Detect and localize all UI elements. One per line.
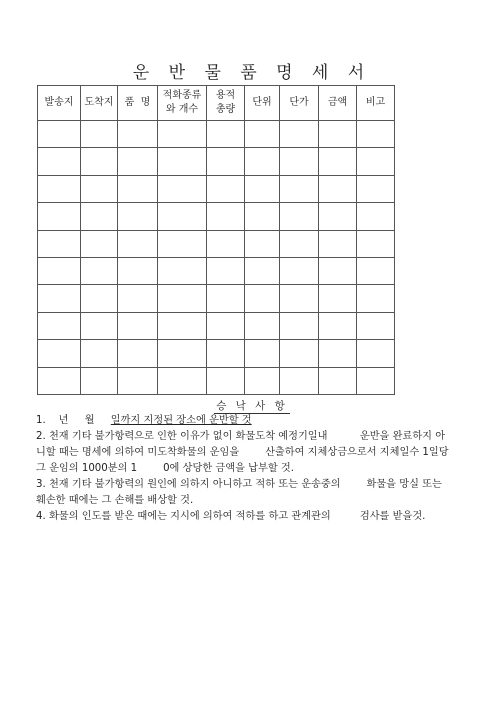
table-cell xyxy=(280,203,319,230)
clause-1-underlined: 일까지 지정된 장소에 운반할 것 xyxy=(110,415,252,426)
table-cell xyxy=(319,367,357,394)
table-cell xyxy=(118,203,158,230)
table-cell xyxy=(38,257,81,284)
table-cell xyxy=(118,367,158,394)
table-cell xyxy=(245,257,280,284)
table-cell xyxy=(357,367,395,394)
table-cell xyxy=(319,175,357,202)
table-cell xyxy=(280,121,319,148)
column-header-origin: 발송지 xyxy=(38,86,81,121)
table-cell xyxy=(357,257,395,284)
table-cell xyxy=(357,148,395,175)
table-cell xyxy=(357,203,395,230)
table-cell xyxy=(158,312,207,339)
table-cell xyxy=(319,121,357,148)
table-cell xyxy=(319,148,357,175)
table-cell xyxy=(158,148,207,175)
clause-2: 2. 천재 기타 불가항력으로 인한 이유가 없이 화물도착 예정기일내 운반을 완료하지 아니할 때는 명세에 의하여 미도착화물의 운임을 산출하여 지체상금으로서 지체일수 1일당 그 운임의 1000분의 1 0에 상당한 금액을 납부할 것. xyxy=(36,431,452,474)
column-header-amount: 금액 xyxy=(319,86,357,121)
table-row xyxy=(38,175,395,202)
table-cell xyxy=(81,230,118,257)
document-title: 운 반 물 품 명 세 서 xyxy=(132,63,372,83)
table-cell xyxy=(118,257,158,284)
table-cell xyxy=(158,257,207,284)
table-row xyxy=(38,312,395,339)
table-cell xyxy=(319,340,357,367)
table-row xyxy=(38,148,395,175)
table-cell xyxy=(245,285,280,312)
acceptance-heading: 승 낙 사 항 xyxy=(216,400,288,412)
table-cell xyxy=(245,148,280,175)
column-header-unit: 단위 xyxy=(245,86,280,121)
table-cell xyxy=(38,367,81,394)
table-cell xyxy=(319,257,357,284)
table-cell xyxy=(38,340,81,367)
table-cell xyxy=(280,367,319,394)
table-cell xyxy=(245,203,280,230)
table-cell xyxy=(38,175,81,202)
table-cell xyxy=(357,312,395,339)
table-cell xyxy=(357,121,395,148)
table-cell xyxy=(158,121,207,148)
clause-4: 4. 화물의 인도를 받은 때에는 지시에 의하여 적하를 하고 관계관의 검사를 받을것. xyxy=(36,511,426,522)
table-row xyxy=(38,257,395,284)
table-cell xyxy=(207,340,245,367)
table-cell xyxy=(158,367,207,394)
table-cell xyxy=(118,285,158,312)
table-cell xyxy=(245,340,280,367)
table-cell xyxy=(81,203,118,230)
table-cell xyxy=(207,175,245,202)
table-cell xyxy=(245,230,280,257)
table-cell xyxy=(245,175,280,202)
table-cell xyxy=(158,340,207,367)
table-cell xyxy=(81,340,118,367)
table-cell xyxy=(280,312,319,339)
table-cell xyxy=(245,312,280,339)
table-cell xyxy=(207,367,245,394)
column-header-cargo-type-count: 적화종류 와 개수 xyxy=(158,86,207,121)
table-cell xyxy=(81,312,118,339)
column-header-item-name: 품 명 xyxy=(118,86,158,121)
table-cell xyxy=(245,367,280,394)
table-cell xyxy=(81,121,118,148)
table-cell xyxy=(81,367,118,394)
table-cell xyxy=(81,148,118,175)
table-cell xyxy=(207,203,245,230)
table-cell xyxy=(319,230,357,257)
table-row xyxy=(38,367,395,394)
table-cell xyxy=(38,312,81,339)
table-cell xyxy=(207,285,245,312)
table-cell xyxy=(207,312,245,339)
table-cell xyxy=(118,148,158,175)
table-row xyxy=(38,203,395,230)
table-cell xyxy=(158,203,207,230)
table-cell xyxy=(81,175,118,202)
table-cell xyxy=(280,257,319,284)
table-cell xyxy=(319,312,357,339)
table-cell xyxy=(118,340,158,367)
table-cell xyxy=(158,230,207,257)
table-cell xyxy=(81,285,118,312)
column-header-volume-total: 용적 총량 xyxy=(207,86,245,121)
table-cell xyxy=(158,175,207,202)
table-header-row xyxy=(38,86,395,121)
clause-1: 1. 년 월 일까지 지정된 장소에 운반할 것 xyxy=(36,415,252,426)
table-cell xyxy=(118,230,158,257)
table-cell xyxy=(207,121,245,148)
table-cell xyxy=(280,175,319,202)
column-header-remarks: 비고 xyxy=(357,86,395,121)
table-cell xyxy=(38,285,81,312)
table-cell xyxy=(245,121,280,148)
table-cell xyxy=(280,285,319,312)
table-row xyxy=(38,121,395,148)
table-cell xyxy=(357,340,395,367)
table-cell xyxy=(280,340,319,367)
table-cell xyxy=(207,230,245,257)
shipment-table xyxy=(37,85,395,395)
table-cell xyxy=(207,148,245,175)
table-cell xyxy=(319,285,357,312)
table-cell xyxy=(357,230,395,257)
column-header-unit-price: 단가 xyxy=(280,86,319,121)
table-row xyxy=(38,230,395,257)
table-cell xyxy=(38,121,81,148)
column-header-destination: 도착지 xyxy=(81,86,118,121)
table-row xyxy=(38,285,395,312)
table-body xyxy=(38,121,395,395)
table-cell xyxy=(280,148,319,175)
table-cell xyxy=(207,257,245,284)
table-cell xyxy=(118,121,158,148)
table-cell xyxy=(319,203,357,230)
table-cell xyxy=(81,257,118,284)
table-cell xyxy=(38,203,81,230)
table-cell xyxy=(357,285,395,312)
acceptance-clauses xyxy=(36,413,454,525)
table-cell xyxy=(357,175,395,202)
table-cell xyxy=(38,230,81,257)
table-row xyxy=(38,340,395,367)
table-cell xyxy=(280,230,319,257)
table-cell xyxy=(158,285,207,312)
clause-3: 3. 천재 기타 불가항력의 원인에 의하지 아니하고 적하 또는 운송중의 화물을 망실 또는 훼손한 때에는 그 손해를 배상할 것. xyxy=(36,479,446,506)
table-cell xyxy=(38,148,81,175)
table-cell xyxy=(118,175,158,202)
table-cell xyxy=(118,312,158,339)
